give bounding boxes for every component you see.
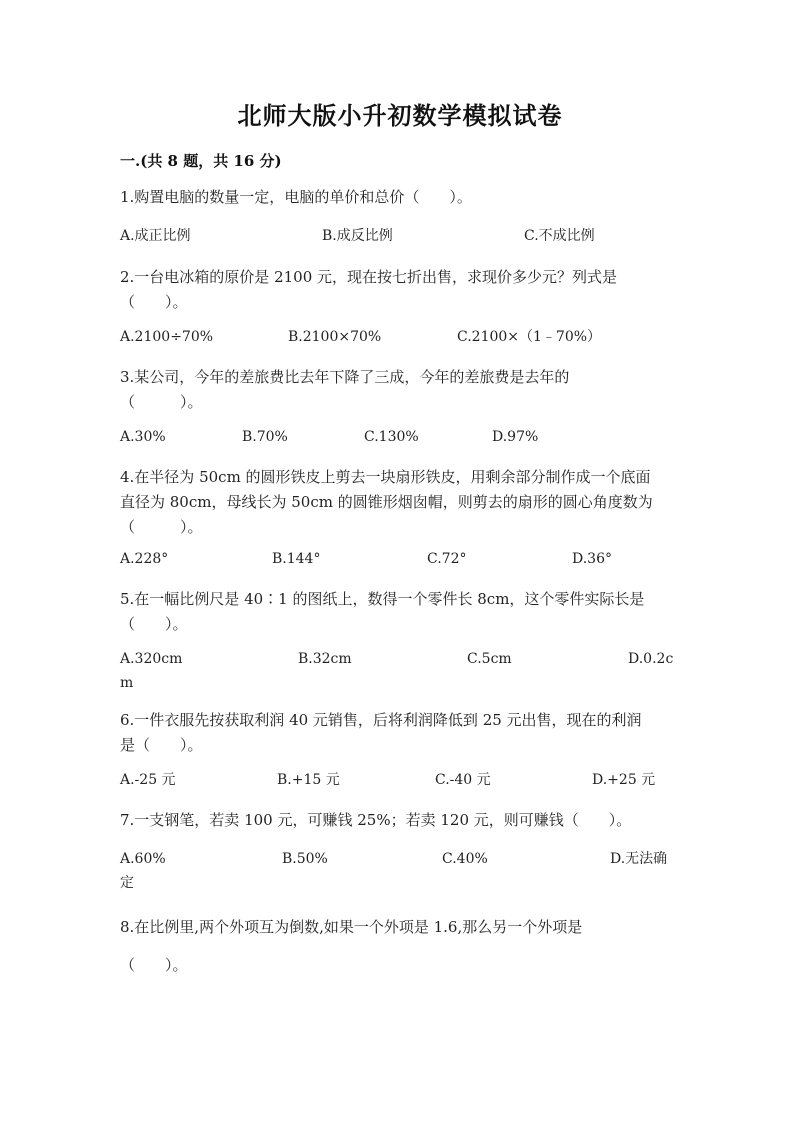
option-c: C.130% [364,429,419,445]
question-3 [120,365,680,415]
question-blank: （ ）。 [120,956,188,974]
option-d-wrap: 定 [120,875,134,891]
question-text: 2.一台电冰箱的原价是 2100 元，现在按七折出售，求现价多少元？列式是 [120,268,618,286]
question-text: 6.一件衣服先按获取利润 40 元销售，后将利润降低到 25 元出售，现在的利润 [120,711,642,729]
exam-title: 北师大版小升初数学模拟试卷 [237,101,563,130]
option-d: D.+25 元 [592,772,656,788]
question-4 [120,465,680,540]
question-text: 5.在一幅比例尺是 40∶1 的图纸上，数得一个零件长 8cm，这个零件实际长是 [120,590,645,608]
question-blank: 是（ ）。 [120,736,203,754]
option-b: B.70% [242,429,288,445]
question-1 [120,185,680,210]
option-d: D.36° [572,551,612,567]
option-b: B.成反比例 [322,228,393,244]
option-b: B.144° [272,551,321,567]
question-3-options [120,425,680,450]
option-c: C.40% [442,851,488,867]
question-2 [120,265,680,315]
option-a: A.320cm [120,651,183,667]
option-a: A.228° [120,551,169,567]
option-c: C.2100×（1﹣70%） [457,329,602,345]
option-a: A.-25 元 [120,772,176,788]
question-blank: （ ）。 [120,615,188,633]
question-5 [120,587,680,637]
option-d: D.无法确 [610,851,668,867]
question-blank: （ ）。 [120,518,203,536]
question-text-line-2: 直径为 80cm，母线长为 50cm 的圆锥形烟囱帽，则剪去的扇形的圆心角度数为 [120,493,653,511]
question-7 [120,808,680,833]
option-c: C.-40 元 [435,772,491,788]
question-6 [120,708,680,758]
option-b: B.+15 元 [277,772,340,788]
option-b: B.2100×70% [288,329,382,345]
option-a: A.成正比例 [120,228,191,244]
question-blank: （ ）。 [120,393,203,411]
question-6-options [120,768,680,793]
section-heading: 一.(共 8 题，共 16 分) [120,152,282,170]
option-c: C.5cm [467,651,512,667]
question-1-options [120,224,680,249]
question-text: 3.某公司，今年的差旅费比去年下降了三成，今年的差旅费是去年的 [120,368,570,386]
option-a: A.30% [120,429,166,445]
option-d: D.97% [492,429,539,445]
question-text: 7.一支钢笔，若卖 100 元，可赚钱 25%；若卖 120 元，则可赚钱（ ）。 [120,811,632,829]
question-8 [120,908,680,984]
option-a: A.2100÷70% [120,329,214,345]
option-b: B.50% [282,851,328,867]
question-2-options [120,325,680,350]
question-text: 4.在半径为 50cm 的圆形铁皮上剪去一块扇形铁皮，用剩余部分制作成一个底面 [120,468,651,486]
option-a: A.60% [120,851,166,867]
option-d: D.0.2c [628,651,674,667]
option-c: C.不成比例 [524,228,595,244]
option-d-wrap: m [120,675,134,691]
option-c: C.72° [427,551,467,567]
question-5-options [120,647,680,672]
question-7-options [120,847,680,872]
question-text: 8.在比例里,两个外项互为倒数,如果一个外项是 1.6,那么另一个外项是 [120,918,583,936]
question-text: 1.购置电脑的数量一定，电脑的单价和总价（ ）。 [120,188,472,206]
option-b: B.32cm [298,651,352,667]
question-4-options [120,547,680,572]
question-blank: （ ）。 [120,293,188,311]
